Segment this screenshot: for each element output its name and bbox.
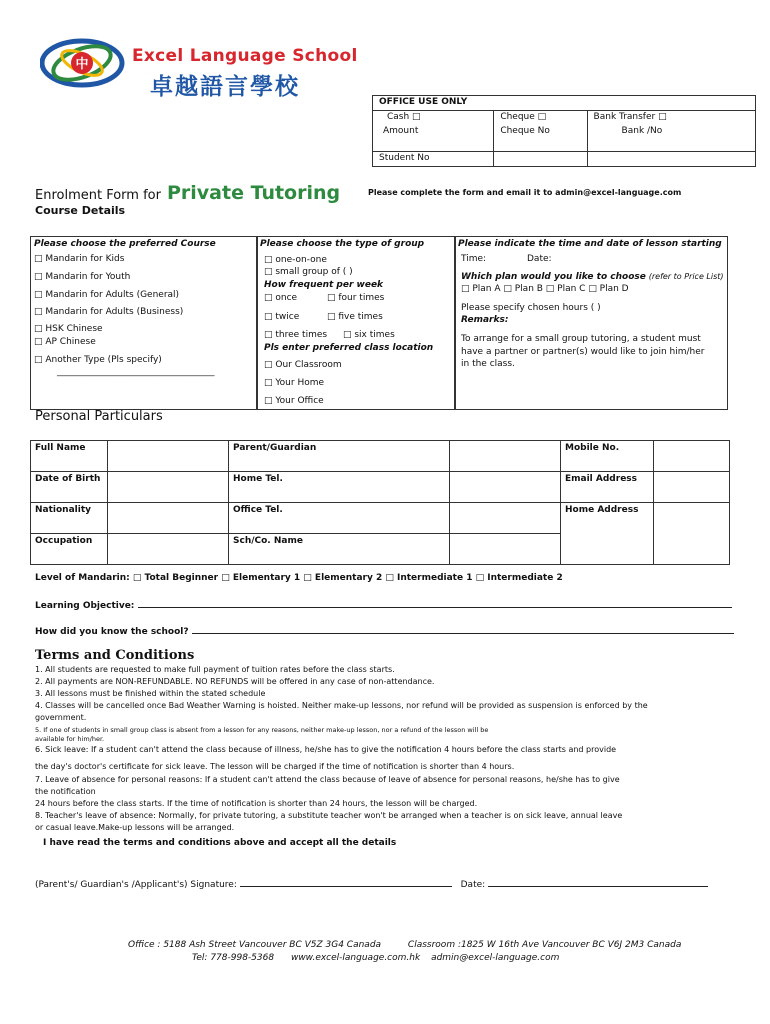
footer-addresses xyxy=(128,940,681,950)
parent-guardian-input[interactable] xyxy=(450,441,561,472)
freq-five-checkbox[interactable]: □ five times xyxy=(327,312,383,322)
mobile-input[interactable] xyxy=(654,441,730,472)
footer-tel: Tel: 778-998-5368 xyxy=(192,953,275,963)
time-field[interactable]: Time: xyxy=(461,254,487,264)
footer-office: Office : 5188 Ash Street Vancouver BC V5Z 3G4 Canada xyxy=(128,940,382,950)
how-known[interactable] xyxy=(35,624,734,637)
table-row xyxy=(31,441,730,472)
amount-field[interactable]: Amount xyxy=(373,125,494,152)
school-logo-icon xyxy=(40,36,128,90)
term-line: 6. Sick leave: If a student can't attend the class because of illness, he/she has to give the notification 4 hours before the class starts and provide xyxy=(35,745,617,754)
course-details-heading: Course Details xyxy=(35,204,126,217)
term-line: available for him/her. xyxy=(35,735,105,743)
course-other-blank[interactable]: ___________________________________ xyxy=(57,367,215,377)
table-row xyxy=(31,472,730,503)
label-dob: Date of Birth xyxy=(31,472,108,503)
footer-contacts xyxy=(192,953,559,963)
term-line: the day's doctor's certificate for sick leave. The lesson will be charged if the time of notification is shorter than 4 hours. xyxy=(35,762,515,771)
term-line: 8. Teacher's leave of absence: Normally, for private tutoring, a substitute teacher won't be arranged when a teacher is on sick leave, annual leave xyxy=(35,811,623,820)
label-occupation: Occupation xyxy=(31,534,108,565)
sch-co-name-input[interactable] xyxy=(450,534,561,565)
terms-heading: Terms and Conditions xyxy=(35,648,195,663)
freq-once-checkbox[interactable]: □ once xyxy=(264,293,298,303)
label-nationality: Nationality xyxy=(31,503,108,534)
freq-three-checkbox[interactable]: □ three times xyxy=(264,330,328,340)
dob-input[interactable] xyxy=(108,472,229,503)
term-line: 3. All lessons must be finished within the stated schedule xyxy=(35,689,266,698)
location-head: Pls enter preferred class location xyxy=(264,343,434,353)
course-adults-general-checkbox[interactable]: □ Mandarin for Adults (General) xyxy=(34,290,180,300)
loc-office-checkbox[interactable]: □ Your Office xyxy=(264,396,324,406)
home-tel-input[interactable] xyxy=(450,472,561,503)
one-on-one-checkbox[interactable]: □ one-on-one xyxy=(264,255,327,265)
term-line: 5. If one of students in small group class is absent from a lesson for any reasons, neither make-up lesson, nor a refund of the lesson will be xyxy=(35,726,489,734)
email-note: Please complete the form and email it to admin@excel-language.com xyxy=(368,188,682,197)
table-row xyxy=(31,503,730,534)
course-youth-checkbox[interactable]: □ Mandarin for Youth xyxy=(34,272,131,282)
cheque-no-field[interactable]: Cheque No xyxy=(494,125,587,152)
course-hsk-checkbox[interactable]: □ HSK Chinese xyxy=(34,324,103,334)
learning-objective-line[interactable] xyxy=(138,598,732,608)
footer-classroom: Classroom :1825 W 16th Ave Vancouver BC V6J 2M3 Canada xyxy=(407,940,682,950)
student-no-field[interactable]: Student No xyxy=(373,152,494,167)
course-column xyxy=(30,236,258,410)
label-office-tel: Office Tel. xyxy=(229,503,450,534)
plan-head-text: Which plan would you like to choose xyxy=(461,272,646,282)
loc-classroom-checkbox[interactable]: □ Our Classroom xyxy=(264,360,342,370)
learning-objective[interactable] xyxy=(35,598,732,611)
remark-line-2: have a partner or partner(s) would like to join him/her xyxy=(461,347,705,357)
group-column xyxy=(256,236,456,410)
signature-row[interactable] xyxy=(35,877,708,890)
loc-home-checkbox[interactable]: □ Your Home xyxy=(264,378,325,388)
term-line: 2. All payments are NON-REFUNDABLE. NO REFUNDS will be offered in any case of non-attendance. xyxy=(35,677,435,686)
learning-objective-label: Learning Objective: xyxy=(35,601,135,611)
school-name-en: Excel Language School xyxy=(132,46,358,66)
course-col-head: Please choose the preferred Course xyxy=(34,239,216,249)
freq-twice-checkbox[interactable]: □ twice xyxy=(264,312,300,322)
school-name-zh: 卓越語言學校 xyxy=(150,73,300,100)
term-line: 4. Classes will be cancelled once Bad Weather Warning is hoisted. Neither make-up lessons, nor refund will be provided as suspension is enforced by the xyxy=(35,701,648,710)
freq-four-checkbox[interactable]: □ four times xyxy=(327,293,385,303)
label-sch-co-name: Sch/Co. Name xyxy=(229,534,450,565)
label-parent-guardian: Parent/Guardian xyxy=(229,441,450,472)
plan-checkboxes[interactable]: □ Plan A □ Plan B □ Plan C □ Plan D xyxy=(461,284,629,294)
frequency-head: How frequent per week xyxy=(264,280,384,290)
occupation-input[interactable] xyxy=(108,534,229,565)
label-full-name: Full Name xyxy=(31,441,108,472)
term-line: or casual leave.Make-up lessons will be arranged. xyxy=(35,823,235,832)
personal-particulars-heading: Personal Particulars xyxy=(35,409,163,424)
bank-no-field[interactable]: Bank /No xyxy=(587,125,755,152)
label-email: Email Address xyxy=(561,472,654,503)
home-address-input[interactable] xyxy=(654,503,730,565)
personal-table xyxy=(30,440,730,565)
cheque-checkbox[interactable]: Cheque □ xyxy=(494,111,587,126)
schedule-column xyxy=(454,236,728,410)
logo-char: 中 xyxy=(75,57,89,72)
course-ap-checkbox[interactable]: □ AP Chinese xyxy=(34,337,96,347)
course-adults-business-checkbox[interactable]: □ Mandarin for Adults (Business) xyxy=(34,307,184,317)
label-home-tel: Home Tel. xyxy=(229,472,450,503)
footer-web-link[interactable]: www.excel-language.com.hk xyxy=(290,953,421,963)
course-other-checkbox[interactable]: □ Another Type (Pls specify) xyxy=(34,355,162,365)
form-title-prefix: Enrolment Form for xyxy=(35,188,161,203)
remark-line-1: To arrange for a small group tutoring, a student must xyxy=(461,334,701,344)
schedule-col-head: Please indicate the time and date of lesson starting xyxy=(458,239,722,249)
label-home-address: Home Address xyxy=(561,503,654,565)
course-kids-checkbox[interactable]: □ Mandarin for Kids xyxy=(34,254,125,264)
footer-email-link[interactable]: admin@excel-language.com xyxy=(431,953,560,963)
how-known-label: How did you know the school? xyxy=(35,627,189,637)
form-title xyxy=(35,182,340,204)
group-col-head: Please choose the type of group xyxy=(260,239,425,249)
email-input[interactable] xyxy=(654,472,730,503)
bank-transfer-checkbox[interactable]: Bank Transfer □ xyxy=(587,111,755,126)
term-line: 24 hours before the class starts. If the time of notification is shorter than 24 hours, the lesson will be charged. xyxy=(35,799,478,808)
office-title: OFFICE USE ONLY xyxy=(373,96,756,111)
date-field[interactable]: Date: xyxy=(527,254,552,264)
plan-head xyxy=(461,272,724,282)
full-name-input[interactable] xyxy=(108,441,229,472)
date-line[interactable] xyxy=(488,877,708,887)
accept-statement: I have read the terms and conditions above and accept all the details xyxy=(43,838,397,848)
signature-label: (Parent's/ Guardian's /Applicant's) Signature: xyxy=(35,880,237,890)
how-known-line[interactable] xyxy=(192,624,734,634)
term-line: 7. Leave of absence for personal reasons: If a student can't attend the class because of leave of absence for personal reasons, he/she has to give xyxy=(35,775,620,784)
hours-field[interactable]: Please specify chosen hours ( ) xyxy=(461,303,601,313)
remark-line-3: in the class. xyxy=(461,359,515,369)
nationality-input[interactable] xyxy=(108,503,229,534)
term-line: the notification xyxy=(35,787,96,796)
cash-checkbox[interactable]: Cash □ xyxy=(373,111,494,126)
freq-six-checkbox[interactable]: □ six times xyxy=(343,330,395,340)
form-title-main: Private Tutoring xyxy=(166,182,341,204)
office-use-table xyxy=(372,95,756,167)
plan-note: (refer to Price List) xyxy=(648,272,724,281)
signature-line[interactable] xyxy=(240,877,452,887)
office-tel-input[interactable] xyxy=(450,503,561,534)
term-line: government. xyxy=(35,713,87,722)
date-label: Date: xyxy=(460,880,486,890)
remarks-label: Remarks: xyxy=(461,315,509,325)
small-group-checkbox[interactable]: □ small group of ( ) xyxy=(264,267,353,277)
label-mobile: Mobile No. xyxy=(561,441,654,472)
term-line: 1. All students are requested to make full payment of tuition rates before the class starts. xyxy=(35,665,395,674)
level-of-mandarin[interactable]: Level of Mandarin: □ Total Beginner □ Elementary 1 □ Elementary 2 □ Intermediate 1 □ Intermediate 2 xyxy=(35,573,563,583)
